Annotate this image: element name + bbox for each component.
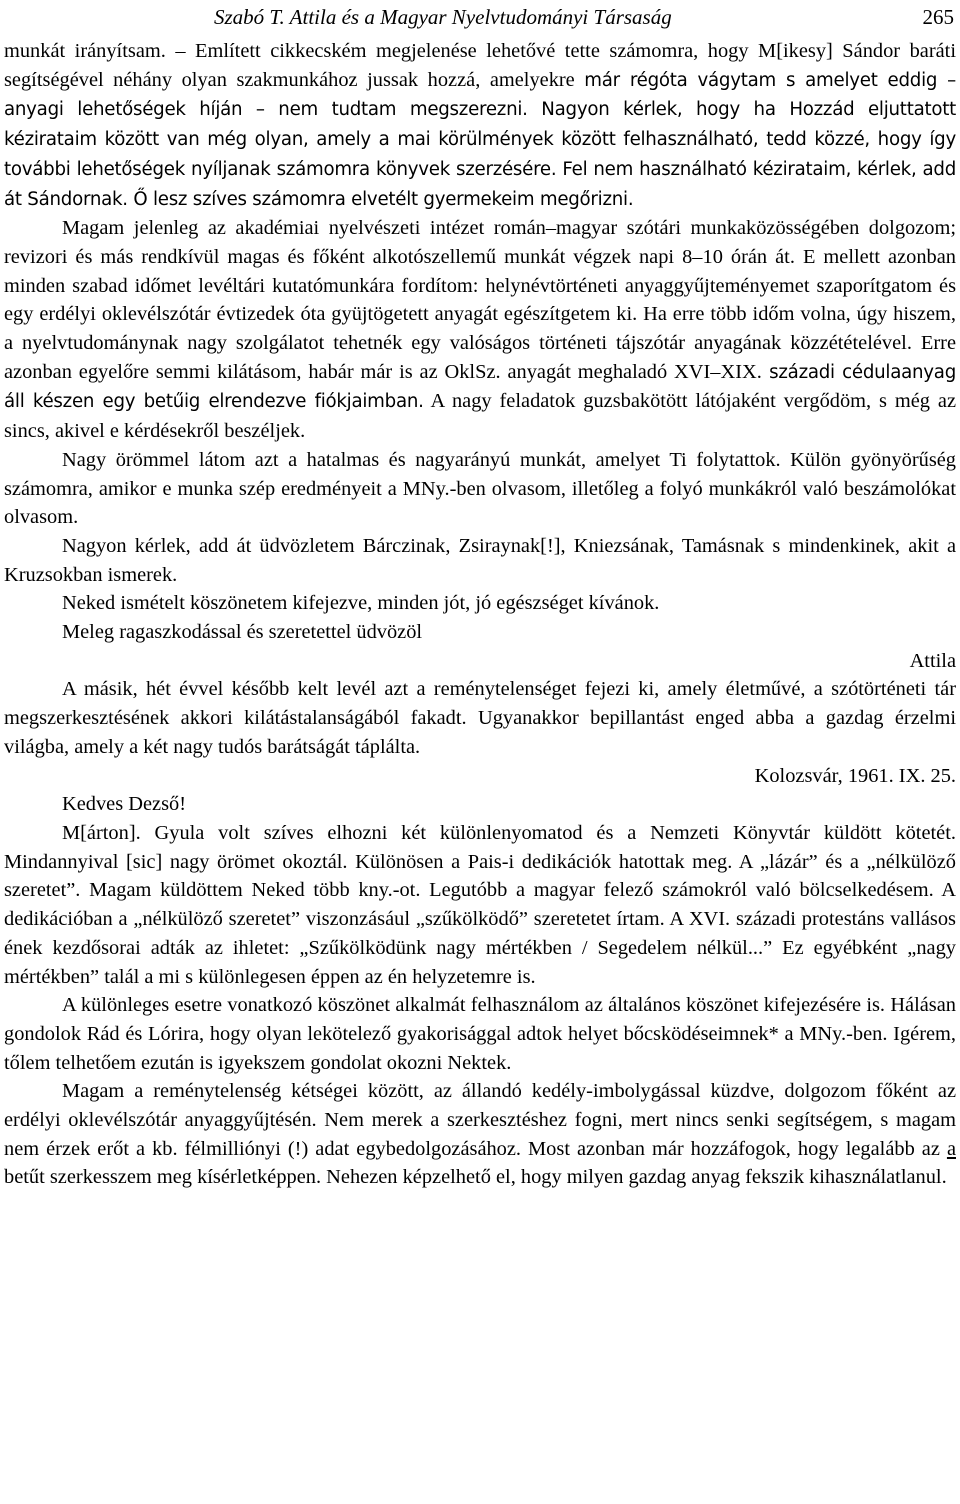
letter1-paragraph-3: Nagy örömmel látom azt a hatalmas és nagyarányú munkát, amelyet Ti folytattok. Külön gyönyörűség számomra, amikor e munka szép eredményeit a MNy.-ben olvasom, illetőleg a folyó munkákról való beszámolókat olvasom. (4, 448, 956, 529)
document-page (4, 0, 956, 1192)
letter1-paragraph-2 (4, 214, 956, 446)
intro-paragraph: A másik, hét évvel később kelt levél azt a reménytelenséget fejezi ki, amely életművé, a szótörténeti tár megszerkesztésének akkori kilátástalanságából fakadt. Ugyanakkor bepillantást enged abba a gazdag érzelmi világba, amely a két nagy tudós barátságát táplálta. (4, 678, 956, 758)
letter2-salutation: Kedves Dezső! (62, 793, 186, 816)
page-number: 265 (922, 5, 954, 29)
letter1-paragraph-2-sans: századi cédulaanyag áll készen egy betűig elrendezve fiókjaimban. (4, 361, 956, 413)
body-text (4, 37, 956, 1192)
letter2-paragraph-3 (4, 1077, 956, 1192)
page-header (4, 3, 956, 37)
letter2-date: Kolozsvár, 1961. IX. 25. (754, 764, 956, 787)
letter1-closing: Meleg ragaszkodással és szeretettel üdvözöl (62, 621, 423, 644)
letter1-paragraph-1 (4, 37, 956, 214)
underlined-letter-a: a (946, 1137, 956, 1160)
letter1-paragraph-2-part-c: A nagy feladatok guzsbakötött látójaként vergődöm, s még az sincs, akivel e kérdésekről beszéljek. (4, 390, 957, 443)
letter2-paragraph-2: A különleges esetre vonatkozó köszönet alkalmát felhasználom az általános köszönet kifejezésére is. Hálásan gondolok Rád és Lórira, hogy olyan lekötelező gyakorisággal adtok helyet bőcsködéseimnek* a MNy.-ben. Igérem, tőlem telhetőem ezután is igyekszem gondolat okozni Nektek. (4, 994, 956, 1074)
letter1-signature: Attila (909, 649, 956, 672)
letter1-paragraph-5: Neked ismételt köszönetem kifejezve, minden jót, jó egészséget kívánok. (62, 592, 660, 615)
letter1-paragraph-1-serif: munkát irányítsam. – Említett cikkecském megjelenése lehetővé tette számomra, hogy M[ikesy] Sándor baráti segítségével néhány olyan szakmunkához jussak hozzá, amelyekre (4, 40, 956, 91)
letter1-paragraph-4: Nagyon kérlek, add át üdvözletem Bárczinak, Zsiraynak[!], Kniezsának, Tamásnak s mindenkinek, akit a Kruzsokban ismerek. (4, 534, 956, 586)
letter2-paragraph-3-part-b: betűt szerkesszem meg kísérletképpen. Nehezen képzelhető el, hogy milyen gazdag anyag fekszik kihasználatlanul. (4, 1166, 947, 1189)
letter2-paragraph-1: M[árton]. Gyula volt szíves elhozni két különlenyomatod és a Nemzeti Könyvtár küldött kötetét. Mindannyival [sic] nagy örömet okoztál. Különösen a Pais-i dedikációk hatottak meg. A „lázár” és a „nélkülöző szeretet”. Magam küldöttem Neked több kny.-ot. Legutóbb a magyar felező számokról való bölcselkedésem. A dedikációban a „nélkülöző szeretet” viszonzásául „szűkölködő” szeretetet írtam. A XVI. századi protestáns vallásos ének kezdősorai adták az ihletet: „Szűkölködünk nagy mértékben / Segedelem nélkül...” Ez egyébként „nagy mértékben” talál a mi s különlegesen éppen az én helyzetemre is. (4, 821, 956, 988)
running-title: Szabó T. Attila és a Magyar Nyelvtudományi Társaság (214, 5, 672, 29)
letter1-paragraph-2-part-a: Magam jelenleg az akadémiai nyelvészeti intézet román–magyar szótári munkaközösségében dolgozom; revizori és más rendkívül magas és főként alkotószellemű munkát végzek napi 8–10 órán át. (4, 217, 956, 268)
letter1-paragraph-1-sans: már régóta vágytam s amelyet eddig – anyagi lehetőségek híján – nem tudtam megszerezni. Nagyon kérlek, hogy ha Hozzád eljuttatott kézirataim között van még olyan, amely a mai körülmények között felhasználható, tedd közzé, hogy így további lehetőségek nyíljanak számomra könyvek szerzésére. Fel nem használható kézirataim, kérlek, add át Sándornak. Ő lesz szíves számomra elvetélt gyermekeim megőrizni. (4, 69, 956, 210)
letter1-paragraph-2-part-b: E mellett azonban minden szabad időmet levéltári kutatómunkára fordítom: helynévtörténeti anyaggyűjteményemet szaporítgatom és egy erdélyi oklevélszótár évtizedek óta gyüjtögetett anyagát egészítgetem ki. Ha erre több időm volna, úgy hiszem, a nyelvtudománynak nagy szolgálatot tehetnék egy valóságos történeti tájszótár anyagának közzétételével. Erre azonban egyelőre semmi kilátásom, habár már is az OklSz. anyagát meghaladó XVI–XIX. (4, 245, 956, 383)
letter2-paragraph-3-part-a: Magam a reménytelenség kétségei között, az állandó kedély-imbolygással küzdve, dolgozom főként az erdélyi oklevélszótár anyaggyűjtésén. Nem merek a szerkesztéshez fogni, mert nincs senki segítségem, s magam nem érzek erőt a kb. félmilliónyi (!) adat egybedolgozásához. Most azonban már hozzáfogok, hogy legalább az (4, 1080, 956, 1160)
